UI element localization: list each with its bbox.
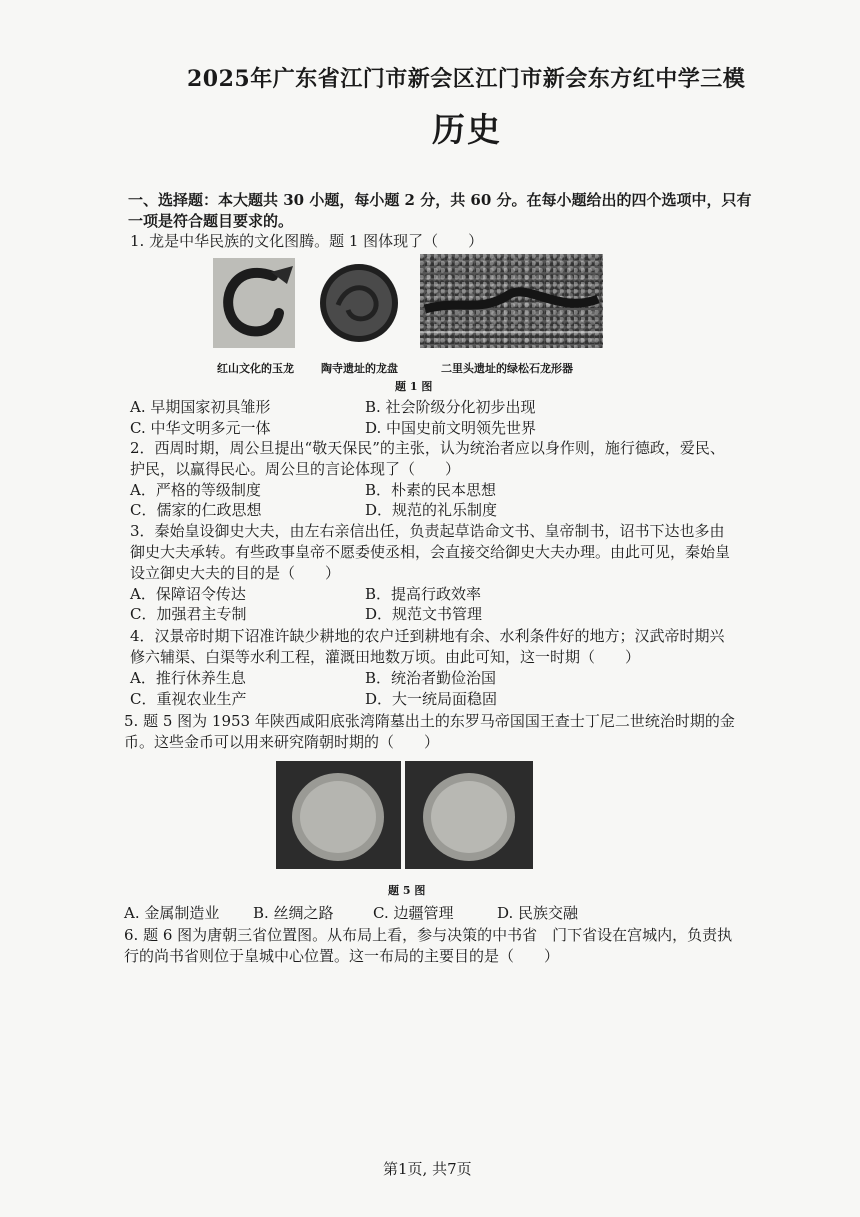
question-6-stem-2: 行的尚书省则位于皇城中心位置。这一布局的主要目的是（ ） — [124, 947, 560, 965]
caption-jade-dragon: 红山文化的玉龙 — [217, 362, 294, 375]
question-6-stem-1: 6. 题 6 图为唐朝三省位置图。从布局上看，参与决策的中书省 门下省设在宫城内，负责执 — [124, 926, 733, 944]
q4-option-c: C．重视农业生产 — [130, 690, 247, 708]
q4-option-d: D．大一统局面稳固 — [365, 690, 498, 708]
q3-option-a: A．保障诏令传达 — [130, 585, 246, 603]
q2-option-a: A．严格的等级制度 — [130, 481, 261, 499]
turquoise-dragon-image — [420, 254, 603, 348]
q2-option-c: C．儒家的仁政思想 — [130, 501, 262, 519]
q5-option-c: C. 边疆管理 — [373, 904, 454, 922]
q2-option-b: B．朴素的民本思想 — [365, 481, 497, 499]
subject-title: 历史 — [432, 110, 502, 149]
q4-option-b: B．统治者勤俭治国 — [365, 669, 497, 687]
figure-1-label: 题 1 图 — [395, 380, 433, 393]
q3-option-d: D．规范文书管理 — [365, 605, 483, 623]
q4-option-a: A．推行休养生息 — [130, 669, 246, 687]
question-2-stem-2: 护民，以赢得民心。周公旦的言论体现了（ ） — [130, 460, 461, 478]
q1-option-d: D. 中国史前文明领先世界 — [365, 419, 537, 437]
jade-dragon-image — [213, 258, 295, 348]
q5-option-b: B. 丝绸之路 — [253, 904, 334, 922]
q5-option-d: D. 民族交融 — [497, 904, 579, 922]
gold-coin-reverse-image — [405, 761, 533, 869]
question-1-stem: 1. 龙是中华民族的文化图腾。题 1 图体现了（ ） — [130, 232, 484, 250]
figure-5-label: 题 5 图 — [388, 884, 426, 897]
dragon-plate-image — [318, 260, 400, 346]
question-5-stem-1: 5. 题 5 图为 1953 年陕西咸阳底张湾隋墓出土的东罗马帝国国王查士丁尼二世统治时期的金 — [124, 712, 735, 730]
section-instruction-1: 一、选择题：本大题共 30 小题，每小题 2 分，共 60 分。在每小题给出的四个选项中，只有 — [128, 191, 752, 209]
question-4-stem-1: 4．汉景帝时期下诏准许缺少耕地的农户迁到耕地有余、水利条件好的地方；汉武帝时期兴 — [130, 627, 725, 645]
gold-coin-obverse-image — [276, 761, 401, 869]
caption-turquoise-dragon: 二里头遗址的绿松石龙形器 — [441, 362, 573, 375]
q2-option-d: D．规范的礼乐制度 — [365, 501, 498, 519]
question-3-stem-2: 御史大夫承转。有些政事皇帝不愿委使丞相，会直接交给御史大夫办理。由此可见，秦始皇 — [130, 543, 731, 561]
question-3-stem-3: 设立御史大夫的目的是（ ） — [130, 564, 341, 582]
exam-title: 2025年广东省江门市新会区江门市新会东方红中学三模 — [187, 66, 746, 92]
q1-option-b: B. 社会阶级分化初步出现 — [365, 398, 536, 416]
q1-option-a: A. 早期国家初具雏形 — [130, 398, 271, 416]
q5-option-a: A. 金属制造业 — [124, 904, 220, 922]
caption-dragon-plate: 陶寺遗址的龙盘 — [321, 362, 398, 375]
question-2-stem-1: 2．西周时期，周公旦提出“敬天保民”的主张，认为统治者应以身作则，施行德政，爱民、 — [130, 439, 725, 457]
q1-option-c: C. 中华文明多元一体 — [130, 419, 271, 437]
q3-option-b: B．提高行政效率 — [365, 585, 482, 603]
question-5-stem-2: 币。这些金币可以用来研究隋朝时期的（ ） — [124, 733, 440, 751]
q3-option-c: C．加强君主专制 — [130, 605, 247, 623]
question-4-stem-2: 修六辅渠、白渠等水利工程，灌溉田地数万顷。由此可知，这一时期（ ） — [130, 648, 641, 666]
question-3-stem-1: 3．秦始皇设御史大夫，由左右亲信出任，负责起草诰命文书、皇帝制书，诏书下达也多由 — [130, 522, 725, 540]
page-number: 第1页, 共7页 — [383, 1160, 472, 1178]
section-instruction-2: 一项是符合题目要求的。 — [128, 212, 294, 230]
